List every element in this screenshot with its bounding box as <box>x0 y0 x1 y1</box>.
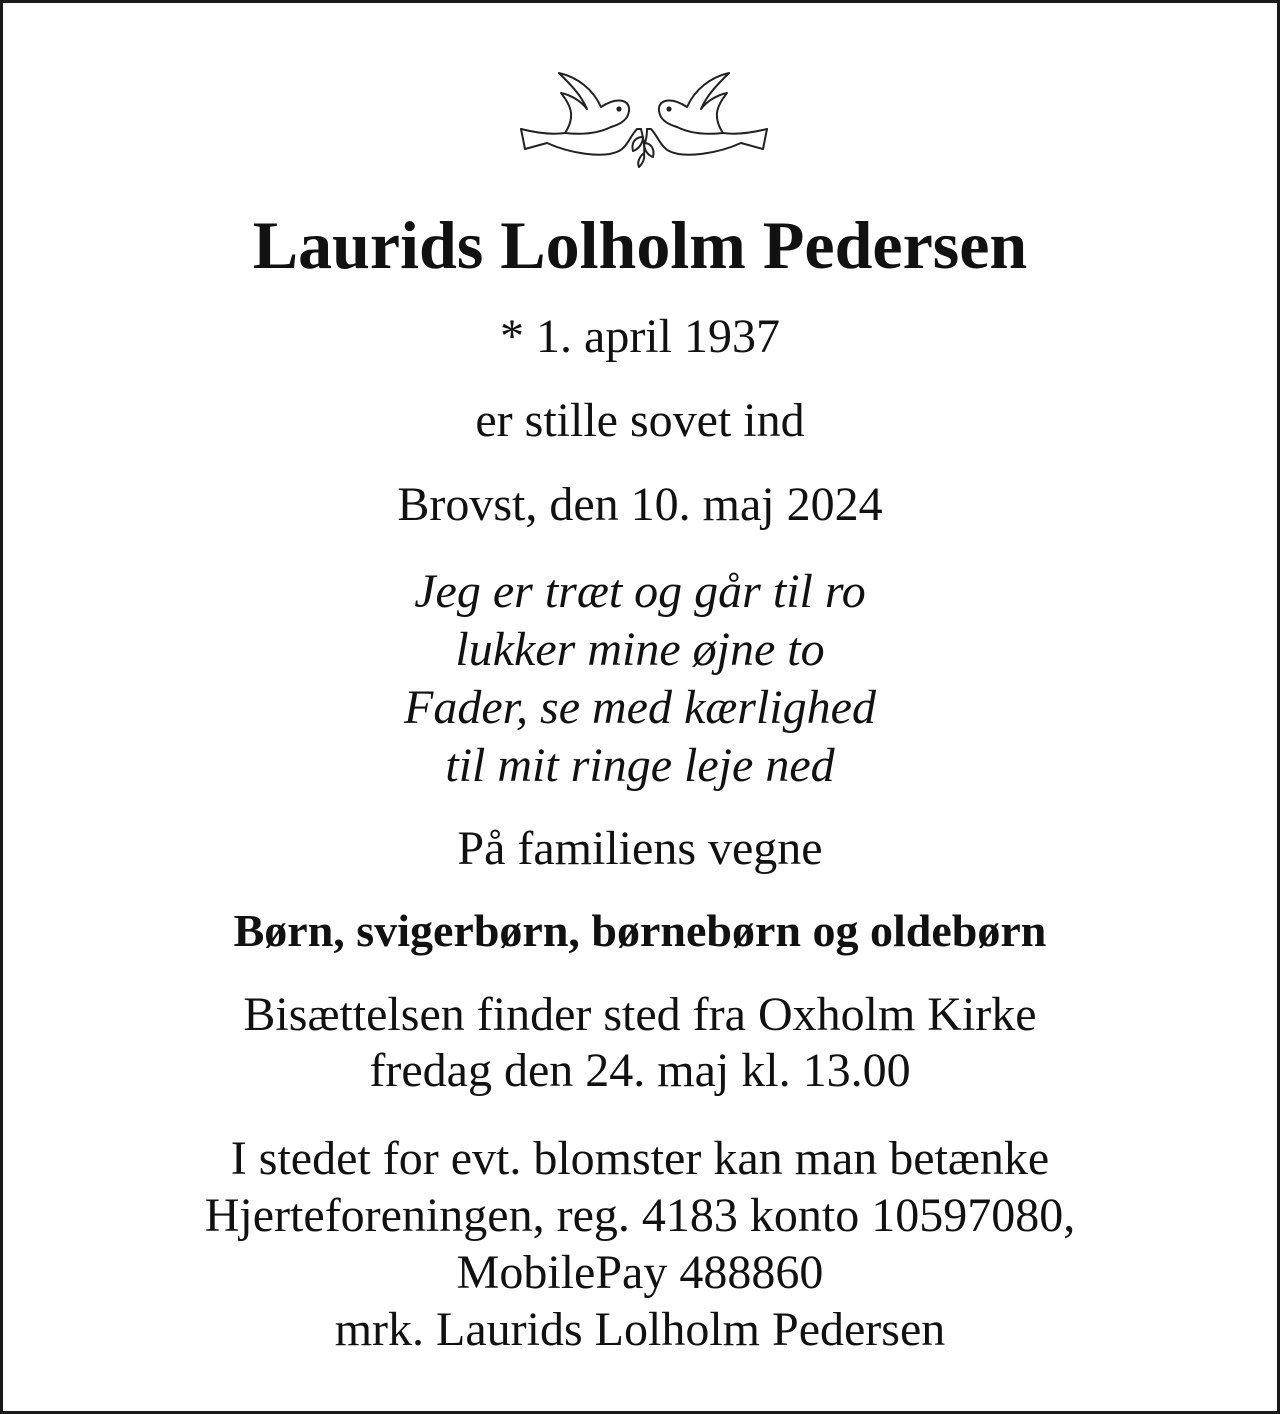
deceased-name: Laurids Lolholm Pedersen <box>252 207 1028 283</box>
place-and-date: Brovst, den 10. maj 2024 <box>397 478 883 531</box>
doves-with-olive-branch-icon <box>513 63 775 175</box>
poem-line: Jeg er træt og går til ro <box>414 565 866 618</box>
donation-line: Hjerteforeningen, reg. 4183 konto 10597080, <box>204 1189 1076 1242</box>
passing-text: er stille sovet ind <box>475 394 805 447</box>
poem-line: til mit ringe leje ned <box>445 739 835 792</box>
family-signature: Børn, svigerbørn, børnebørn og oldebørn <box>233 905 1047 956</box>
donation-line: I stedet for evt. blomster kan man betænke <box>230 1132 1050 1185</box>
funeral-details <box>3 987 1277 1099</box>
donation-line: MobilePay 488860 <box>456 1246 824 1299</box>
poem-line: Fader, se med kærlighed <box>404 681 876 734</box>
poem-line: lukker mine øjne to <box>455 623 825 676</box>
funeral-line: fredag den 24. maj kl. 13.00 <box>369 1044 911 1097</box>
on-behalf-of-family: På familiens vegne <box>457 822 823 875</box>
birth-date: * 1. april 1937 <box>500 310 780 363</box>
funeral-line: Bisættelsen finder sted fra Oxholm Kirke <box>243 988 1037 1041</box>
donation-details <box>3 1130 1277 1358</box>
memorial-poem <box>3 563 1277 795</box>
donation-line: mrk. Laurids Lolholm Pedersen <box>334 1303 946 1356</box>
